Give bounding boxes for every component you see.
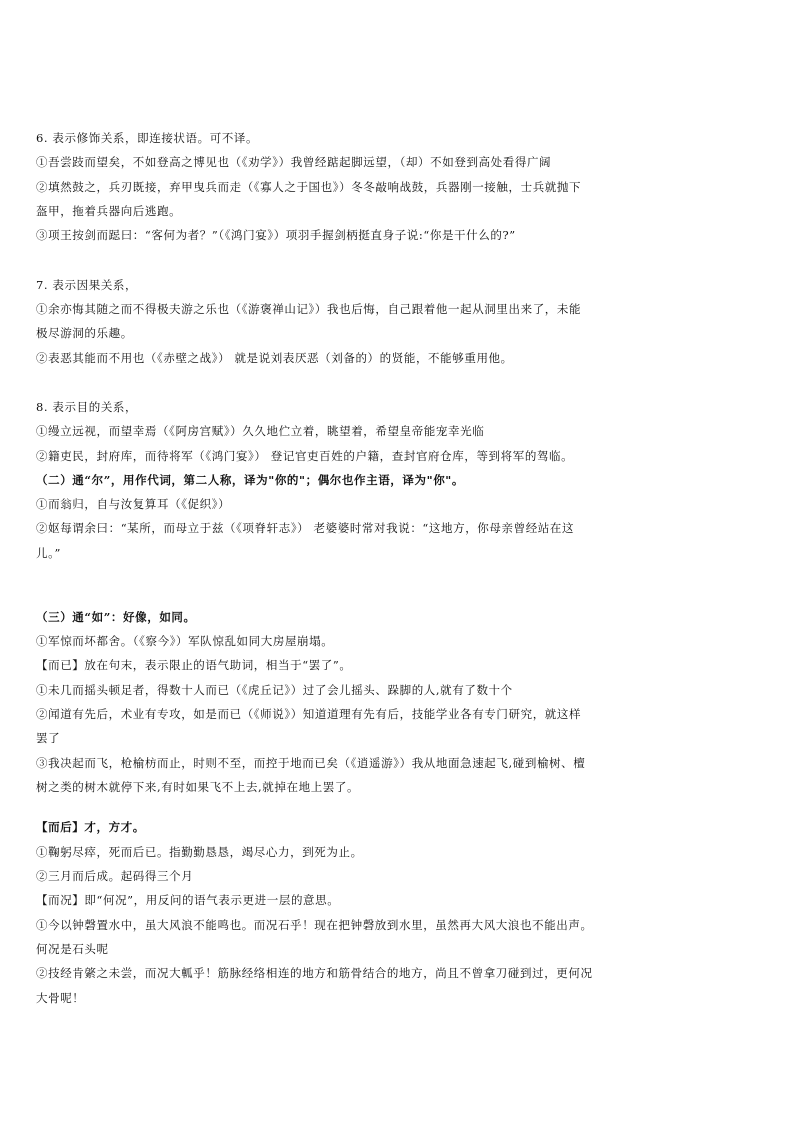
example-line: ②填然鼓之，兵刃既接，弃甲曳兵而走（《寡人之于国也》）冬冬敲响战鼓，兵器刚一接触，士兵就抛下 xyxy=(36,180,582,194)
example-line: ①未几而摇头顿足者，得数十人而已（《虎丘记》）过了会儿摇头、跺脚的人,就有了数十个 xyxy=(36,683,513,697)
example-line: ①缦立远视，而望幸焉（《阿房宫赋》）久久地伫立着，眺望着，希望皇帝能宠幸光临 xyxy=(36,424,485,438)
section-heading-san: （三）通“如”：好像，如同。 xyxy=(36,610,196,624)
section-heading-6: 6. 表示修饰关系，即连接状语。可不译。 xyxy=(36,131,259,145)
example-line: 极尽游洞的乐趣。 xyxy=(36,326,133,340)
example-line: ②三月而后成。起码得三个月 xyxy=(36,869,194,883)
example-line: 儿。” xyxy=(36,546,61,560)
example-line: ②技经肯綮之未尝，而况大軱乎！筋脉经络相连的地方和筋骨结合的地方，尚且不曾拿刀碰到过，更何况 xyxy=(36,966,593,980)
section-heading-8: 8. 表示目的关系， xyxy=(36,400,138,414)
example-line: ③我决起而飞，枪榆枋而止，时则不至，而控于地而已矣（《逍遥游》）我从地面急速起飞,碰到榆树、檀 xyxy=(36,756,586,770)
example-line: ①今以钟磬置水中，虽大风浪不能鸣也。而况石乎！现在把钟磬放到水里，虽然再大风大浪也不能出声。 xyxy=(36,918,593,932)
term-heading-erhou: 【而后】才，方才。 xyxy=(36,820,145,834)
example-line: 罢了 xyxy=(36,731,61,745)
example-line: ②妪每谓余曰：“某所，而母立于兹（《项脊轩志》） 老婆婆时常对我说：“这地方，你母亲曾经站在这 xyxy=(36,521,575,535)
example-line: 树之类的树木就停下来,有时如果飞不上去,就掉在地上罢了。 xyxy=(36,780,360,794)
term-heading-eryi: 【而已】放在句末，表示限止的语气助词，相当于“罢了”。 xyxy=(36,658,352,672)
example-line: ②闻道有先后，术业有专攻，如是而已（《师说》）知道道理有先有后，技能学业各有专门研究，就这样 xyxy=(36,707,582,721)
example-line: ③项王按剑而跽曰：“客何为者？”（《鸿门宴》）项羽手握剑柄挺直身子说:“你是干什么的?” xyxy=(36,228,516,242)
term-heading-erkuang: 【而况】即“何况”，用反问的语气表示更进一层的意思。 xyxy=(36,893,340,907)
example-line: ②籍吏民，封府库，而待将军（《鸿门宴》） 登记官吏百姓的户籍，查封官府仓库，等到将军的驾临。 xyxy=(36,449,574,463)
example-line: ①余亦悔其随之而不得极夫游之乐也（《游褒禅山记》）我也后悔，自己跟着他一起从洞里出来了，未能 xyxy=(36,302,582,316)
section-heading-7: 7. 表示因果关系， xyxy=(36,278,138,292)
example-line: 大骨呢！ xyxy=(36,991,85,1005)
example-line: ②表恶其能而不用也（《赤壁之战》） 就是说刘表厌恶（刘备的）的贤能，不能够重用他。 xyxy=(36,351,513,365)
example-line: ①而翁归，自与汝复算耳（《促织》） xyxy=(36,497,231,511)
example-line: 何况是石头呢 xyxy=(36,942,109,956)
section-heading-er: （二）通“尔”，用作代词，第二人称，译为"你的"；偶尔也作主语，译为"你"。 xyxy=(36,473,464,487)
example-line: 盔甲，拖着兵器向后逃跑。 xyxy=(36,204,182,218)
example-line: ①吾尝跂而望矣，不如登高之博见也（《劝学》）我曾经踮起脚远望，（却）不如登到高处看得广阔 xyxy=(36,155,552,169)
example-line: ①鞠躬尽瘁，死而后已。指勤勤恳恳，竭尽心力，到死为止。 xyxy=(36,845,363,859)
example-line: ①军惊而坏都舍。（《察今》）军队惊乱如同大房屋崩塌。 xyxy=(36,634,334,648)
